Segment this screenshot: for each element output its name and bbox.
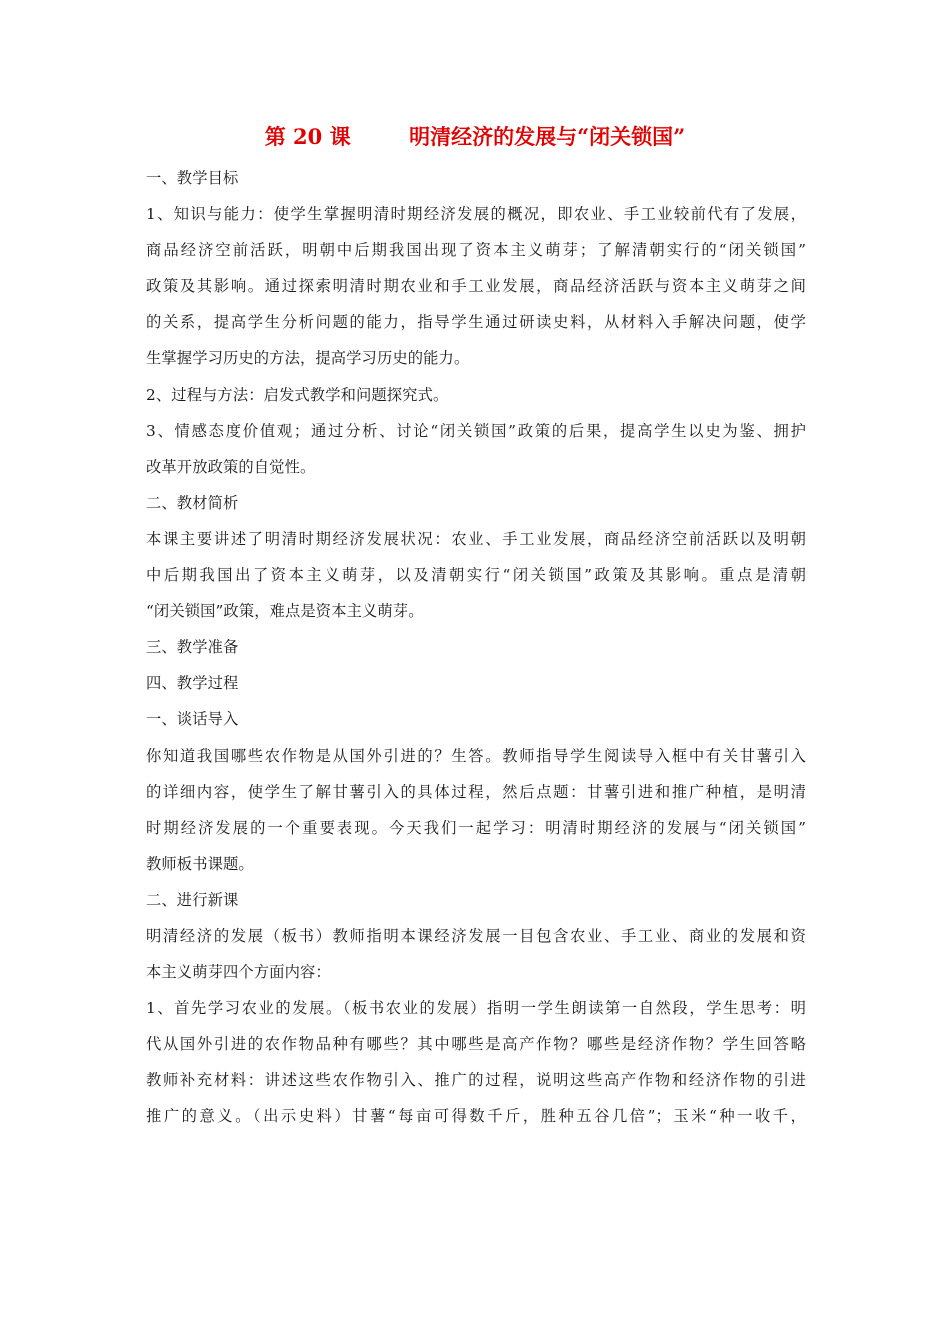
section-heading: 三、教学准备 [146, 638, 239, 657]
document-body [146, 160, 806, 1135]
paragraph-line: 本主义萌芽四个方面内容： [146, 963, 331, 982]
paragraph-line: 你知道我国哪些农作物是从国外引进的？生答。教师指导学生阅读导入框中有关甘薯引入 [146, 746, 806, 765]
section-heading: 四、教学过程 [146, 674, 239, 693]
paragraph-line: 的关系，提高学生分析问题的能力，指导学生通过研读史料，从材料入手解决问题，使学 [146, 313, 806, 332]
paragraph-line: 商品经济空前活跃，明朝中后期我国出现了资本主义萌芽；了解清朝实行的“闭关锁国” [146, 241, 806, 260]
section-heading: 一、谈话导入 [146, 710, 239, 729]
paragraph-line: “闭关锁国”政策，难点是资本主义萌芽。 [146, 602, 424, 621]
paragraph-line: 1、首先学习农业的发展。（板书农业的发展）指明一学生朗读第一自然段，学生思考：明 [146, 999, 806, 1018]
paragraph-line: 政策及其影响。通过探索明清时期农业和手工业发展，商品经济活跃与资本主义萌芽之间 [146, 277, 806, 296]
section-heading: 二、进行新课 [146, 890, 239, 909]
paragraph-line: 1、知识与能力：使学生掌握明清时期经济发展的概况，即农业、手工业较前代有了发展， [146, 205, 806, 224]
paragraph-line: 2、过程与方法：启发式教学和问题探究式。 [146, 385, 449, 404]
paragraph-line: 明清经济的发展（板书）教师指明本课经济发展一目包含农业、手工业、商业的发展和资 [146, 926, 806, 945]
paragraph-line: 教师补充材料：讲述这些农作物引入、推广的过程，说明这些高产作物和经济作物的引进 [146, 1071, 806, 1090]
section-heading: 二、教材简析 [146, 493, 239, 512]
paragraph-line: 代从国外引进的农作物品种有哪些？其中哪些是高产作物？哪些是经济作物？学生回答略 [146, 1035, 806, 1054]
lesson-title: 第 20 课 明清经济的发展与“闭关锁国” [264, 124, 686, 149]
paragraph-line: 的详细内容，使学生了解甘薯引入的具体过程，然后点题：甘薯引进和推广种植，是明清 [146, 782, 806, 801]
paragraph-line: 3、情感态度价值观；通过分析、讨论“闭关锁国”政策的后果，提高学生以史为鉴、拥护 [146, 421, 806, 440]
paragraph-line: 教师板书课题。 [146, 854, 254, 873]
paragraph-line: 时期经济发展的一个重要表现。今天我们一起学习：明清时期经济的发展与“闭关锁国” [146, 818, 806, 837]
paragraph-line: 推广的意义。（出示史料）甘薯“每亩可得数千斤，胜种五谷几倍”；玉米“种一收千， [146, 1107, 806, 1126]
paragraph-line: 生掌握学习历史的方法，提高学习历史的能力。 [146, 349, 470, 368]
section-heading: 一、教学目标 [146, 169, 239, 187]
paragraph-line: 中后期我国出了资本主义萌芽，以及清朝实行“闭关锁国”政策及其影响。重点是清朝 [146, 566, 806, 585]
paragraph-line: 改革开放政策的自觉性。 [146, 457, 316, 476]
paragraph-line: 本课主要讲述了明清时期经济发展状况：农业、手工业发展，商品经济空前活跃以及明朝 [146, 529, 806, 548]
